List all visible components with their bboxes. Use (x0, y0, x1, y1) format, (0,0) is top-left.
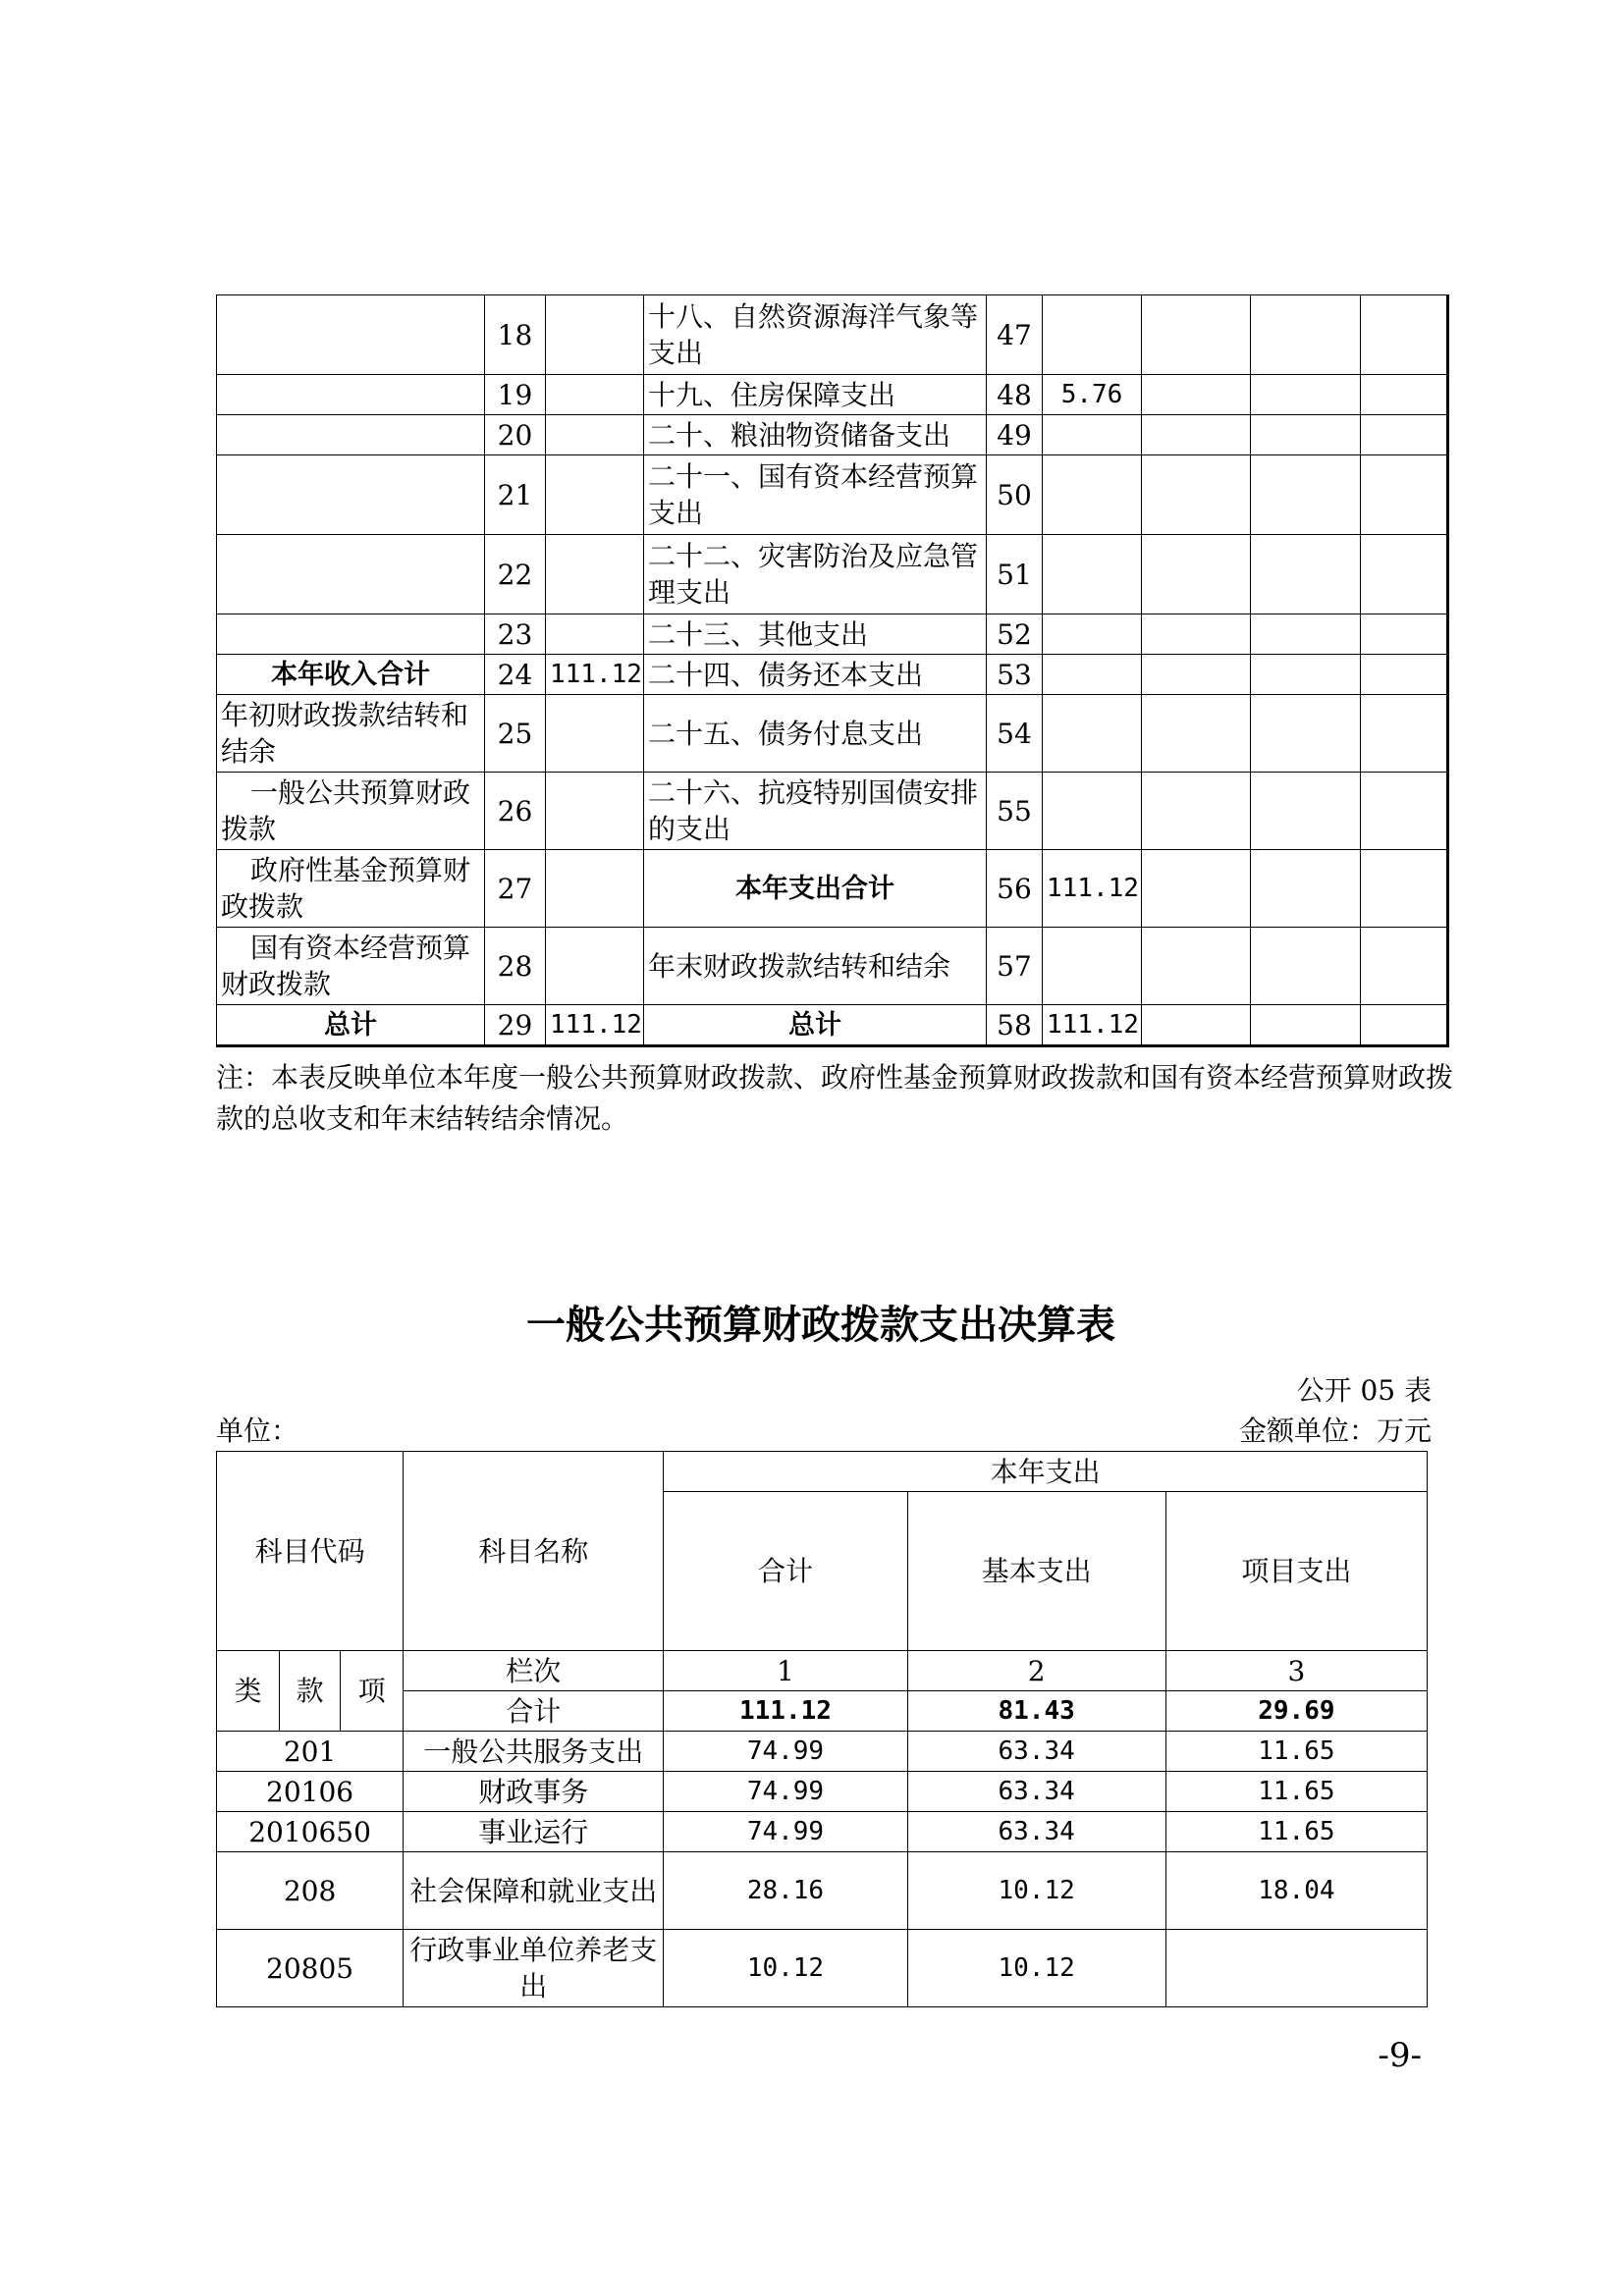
income-line-no: 25 (485, 695, 546, 773)
income-amount (546, 375, 644, 415)
income-item (217, 535, 485, 614)
expense-amount: 111.12 (1043, 1005, 1142, 1046)
income-item: 政府性基金预算财政拨款 (217, 850, 485, 928)
header-total: 合计 (664, 1492, 907, 1651)
table-row (217, 415, 1448, 455)
subject-name: 社会保障和就业支出 (404, 1852, 664, 1930)
empty-cell (1142, 695, 1251, 773)
col-number: 3 (1165, 1651, 1427, 1691)
income-amount: 111.12 (546, 655, 644, 695)
expense-line-no: 58 (987, 1005, 1043, 1046)
empty-cell (1251, 655, 1361, 695)
table-row (217, 455, 1448, 535)
header-project: 项目支出 (1165, 1492, 1427, 1651)
fiscal-summary-table-continued (216, 294, 1449, 1047)
project-amount (1165, 1930, 1427, 2007)
subject-name: 事业运行 (404, 1812, 664, 1852)
expense-line-no: 57 (987, 928, 1043, 1005)
income-line-no: 28 (485, 928, 546, 1005)
subject-name: 一般公共服务支出 (404, 1732, 664, 1772)
total-amount: 74.99 (664, 1812, 907, 1852)
income-line-no: 22 (485, 535, 546, 614)
expense-item: 二十三、其他支出 (644, 614, 987, 655)
header-row (217, 1452, 1428, 1492)
expense-item: 年末财政拨款结转和结余 (644, 928, 987, 1005)
income-line-no: 19 (485, 375, 546, 415)
empty-cell (1361, 695, 1448, 773)
table-row (217, 850, 1448, 928)
project-amount: 11.65 (1165, 1812, 1427, 1852)
basic-amount: 63.34 (907, 1812, 1165, 1852)
empty-cell (1142, 535, 1251, 614)
income-line-no: 21 (485, 455, 546, 535)
expense-line-no: 56 (987, 850, 1043, 928)
income-line-no: 18 (485, 295, 546, 375)
income-item: 国有资本经营预算财政拨款 (217, 928, 485, 1005)
income-amount (546, 295, 644, 375)
basic-amount: 63.34 (907, 1772, 1165, 1812)
income-line-no: 24 (485, 655, 546, 695)
empty-cell (1361, 928, 1448, 1005)
empty-cell (1142, 1005, 1251, 1046)
total-label: 合计 (404, 1691, 664, 1732)
income-amount (546, 535, 644, 614)
income-item (217, 614, 485, 655)
empty-cell (1361, 1005, 1448, 1046)
table-row (217, 695, 1448, 773)
income-line-no: 29 (485, 1005, 546, 1046)
income-amount (546, 928, 644, 1005)
total-amount: 28.16 (664, 1852, 907, 1930)
project-amount: 11.65 (1165, 1732, 1427, 1772)
basic-amount: 10.12 (907, 1852, 1165, 1930)
form-number: 公开 05 表 (1296, 1374, 1432, 1407)
expense-line-no: 55 (987, 773, 1043, 850)
empty-cell (1251, 455, 1361, 535)
table-row (217, 1005, 1448, 1046)
empty-cell (1142, 850, 1251, 928)
income-amount: 111.12 (546, 1005, 644, 1046)
empty-cell (1361, 850, 1448, 928)
expenditure-table (216, 1451, 1428, 2007)
empty-cell (1251, 614, 1361, 655)
income-item: 一般公共预算财政拨款 (217, 773, 485, 850)
expense-line-no: 47 (987, 295, 1043, 375)
expense-item: 本年支出合计 (644, 850, 987, 928)
expense-item: 二十五、债务付息支出 (644, 695, 987, 773)
income-amount (546, 614, 644, 655)
empty-cell (1361, 655, 1448, 695)
col-number: 1 (664, 1651, 907, 1691)
income-amount (546, 415, 644, 455)
subject-code: 208 (217, 1852, 404, 1930)
empty-cell (1251, 1005, 1361, 1046)
expense-amount (1043, 928, 1142, 1005)
table-note: 注：本表反映单位本年度一般公共预算财政拨款、政府性基金预算财政拨款和国有资本经营预算财政拨款的总收支和年末结转结余情况。 (216, 1061, 1454, 1135)
expense-amount (1043, 695, 1142, 773)
income-item (217, 295, 485, 375)
header-code: 科目代码 (217, 1452, 404, 1651)
expense-line-no: 48 (987, 375, 1043, 415)
income-item: 总计 (217, 1005, 485, 1046)
empty-cell (1142, 655, 1251, 695)
table-row (217, 535, 1448, 614)
expense-item: 二十二、灾害防治及应急管理支出 (644, 535, 987, 614)
header-basic: 基本支出 (907, 1492, 1165, 1651)
project-amount: 18.04 (1165, 1852, 1427, 1930)
empty-cell (1361, 455, 1448, 535)
expense-line-no: 51 (987, 535, 1043, 614)
empty-cell (1251, 695, 1361, 773)
subject-code: 20106 (217, 1772, 404, 1812)
table-row (217, 773, 1448, 850)
unit-label: 单位： (216, 1415, 299, 1447)
income-amount (546, 455, 644, 535)
table-row (217, 295, 1448, 375)
income-amount (546, 773, 644, 850)
total-amount: 111.12 (664, 1691, 907, 1732)
income-item: 年初财政拨款结转和结余 (217, 695, 485, 773)
header-row (217, 1651, 1428, 1691)
empty-cell (1361, 535, 1448, 614)
header-group: 本年支出 (664, 1452, 1428, 1492)
table-row (217, 1772, 1428, 1812)
table-row (217, 1930, 1428, 2007)
money-unit-label: 金额单位：万元 (1238, 1415, 1432, 1447)
table-row (217, 1812, 1428, 1852)
empty-cell (1361, 415, 1448, 455)
page-number: -9- (1378, 2036, 1422, 2075)
basic-amount: 81.43 (907, 1691, 1165, 1732)
empty-cell (1142, 773, 1251, 850)
header-kuan: 款 (280, 1651, 341, 1732)
expense-amount (1043, 773, 1142, 850)
empty-cell (1142, 415, 1251, 455)
empty-cell (1361, 773, 1448, 850)
expense-line-no: 50 (987, 455, 1043, 535)
empty-cell (1251, 415, 1361, 455)
income-item (217, 455, 485, 535)
empty-cell (1361, 295, 1448, 375)
income-amount (546, 850, 644, 928)
empty-cell (1142, 614, 1251, 655)
expense-amount (1043, 535, 1142, 614)
income-item: 本年收入合计 (217, 655, 485, 695)
income-line-no: 23 (485, 614, 546, 655)
page-title: 一般公共预算财政拨款支出决算表 (526, 1303, 1115, 1348)
subject-code: 20805 (217, 1930, 404, 2007)
empty-cell (1251, 295, 1361, 375)
empty-cell (1142, 295, 1251, 375)
table-row (217, 928, 1448, 1005)
header-lei: 类 (217, 1651, 280, 1732)
total-amount: 74.99 (664, 1772, 907, 1812)
expense-amount (1043, 614, 1142, 655)
expense-amount (1043, 655, 1142, 695)
expense-item: 二十六、抗疫特别国债安排的支出 (644, 773, 987, 850)
empty-cell (1361, 375, 1448, 415)
basic-amount: 63.34 (907, 1732, 1165, 1772)
total-amount: 74.99 (664, 1732, 907, 1772)
empty-cell (1251, 850, 1361, 928)
empty-cell (1142, 928, 1251, 1005)
expense-amount (1043, 455, 1142, 535)
expense-amount (1043, 415, 1142, 455)
table-row (217, 614, 1448, 655)
income-amount (546, 695, 644, 773)
expense-line-no: 49 (987, 415, 1043, 455)
expense-amount (1043, 295, 1142, 375)
expense-item: 二十四、债务还本支出 (644, 655, 987, 695)
basic-amount: 10.12 (907, 1930, 1165, 2007)
expense-item: 十九、住房保障支出 (644, 375, 987, 415)
table-row (217, 655, 1448, 695)
expense-amount: 111.12 (1043, 850, 1142, 928)
income-line-no: 20 (485, 415, 546, 455)
expense-item: 总计 (644, 1005, 987, 1046)
empty-cell (1142, 455, 1251, 535)
income-item (217, 375, 485, 415)
expense-item: 二十、粮油物资储备支出 (644, 415, 987, 455)
expense-amount: 5.76 (1043, 375, 1142, 415)
header-xiang: 项 (341, 1651, 404, 1732)
empty-cell (1142, 375, 1251, 415)
subject-code: 201 (217, 1732, 404, 1772)
empty-cell (1251, 773, 1361, 850)
subject-name: 行政事业单位养老支出 (404, 1930, 664, 2007)
project-amount: 11.65 (1165, 1772, 1427, 1812)
income-item (217, 415, 485, 455)
expense-line-no: 53 (987, 655, 1043, 695)
income-line-no: 27 (485, 850, 546, 928)
table-row (217, 1852, 1428, 1930)
header-lanci: 栏次 (404, 1651, 664, 1691)
subject-name: 财政事务 (404, 1772, 664, 1812)
total-amount: 10.12 (664, 1930, 907, 2007)
expense-item: 十八、自然资源海洋气象等支出 (644, 295, 987, 375)
expense-line-no: 54 (987, 695, 1043, 773)
empty-cell (1251, 535, 1361, 614)
expense-item: 二十一、国有资本经营预算支出 (644, 455, 987, 535)
empty-cell (1251, 375, 1361, 415)
subject-code: 2010650 (217, 1812, 404, 1852)
empty-cell (1361, 614, 1448, 655)
project-amount: 29.69 (1165, 1691, 1427, 1732)
header-name: 科目名称 (404, 1452, 664, 1651)
expense-line-no: 52 (987, 614, 1043, 655)
income-line-no: 26 (485, 773, 546, 850)
table-row (217, 1732, 1428, 1772)
col-number: 2 (907, 1651, 1165, 1691)
empty-cell (1251, 928, 1361, 1005)
table-row (217, 375, 1448, 415)
